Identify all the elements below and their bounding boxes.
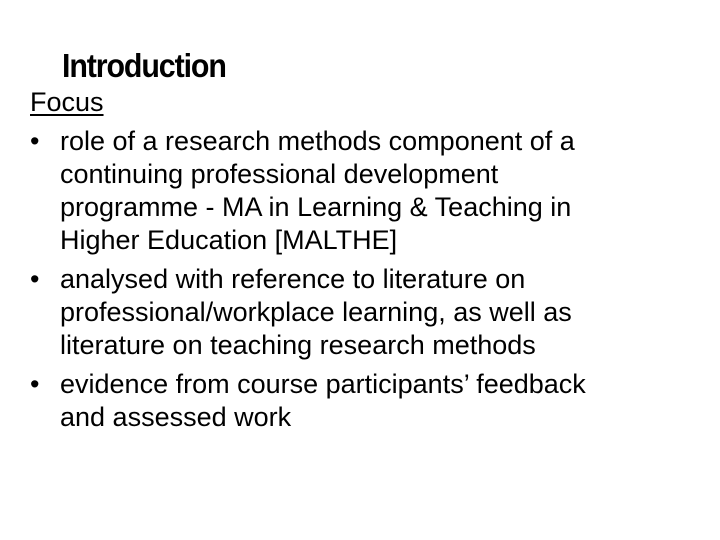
bullet-line: literature on teaching research methods xyxy=(60,330,536,360)
bullet-icon: • xyxy=(30,126,40,156)
bullet-line: evidence from course participants’ feedback xyxy=(60,369,586,399)
bullet-line: analysed with reference to literature on xyxy=(60,264,526,294)
bullet-line: and assessed work xyxy=(60,402,292,432)
bullet-item-1 xyxy=(30,125,710,257)
slide-title: Introduction xyxy=(62,47,226,84)
bullet-item-3 xyxy=(30,368,710,434)
bullet-line: Higher Education [MALTHE] xyxy=(60,225,398,255)
bullet-icon: • xyxy=(30,264,40,294)
slide-content xyxy=(30,86,710,440)
bullet-line: continuing professional development xyxy=(60,159,499,189)
bullet-item-2 xyxy=(30,263,710,362)
bullet-line: programme - MA in Learning & Teaching in xyxy=(60,192,572,222)
bullet-list xyxy=(30,125,710,434)
bullet-line: role of a research methods component of a xyxy=(60,126,575,156)
bullet-icon: • xyxy=(30,369,40,399)
bullet-line: professional/workplace learning, as well as xyxy=(60,297,572,327)
focus-subheading: Focus xyxy=(30,87,104,117)
